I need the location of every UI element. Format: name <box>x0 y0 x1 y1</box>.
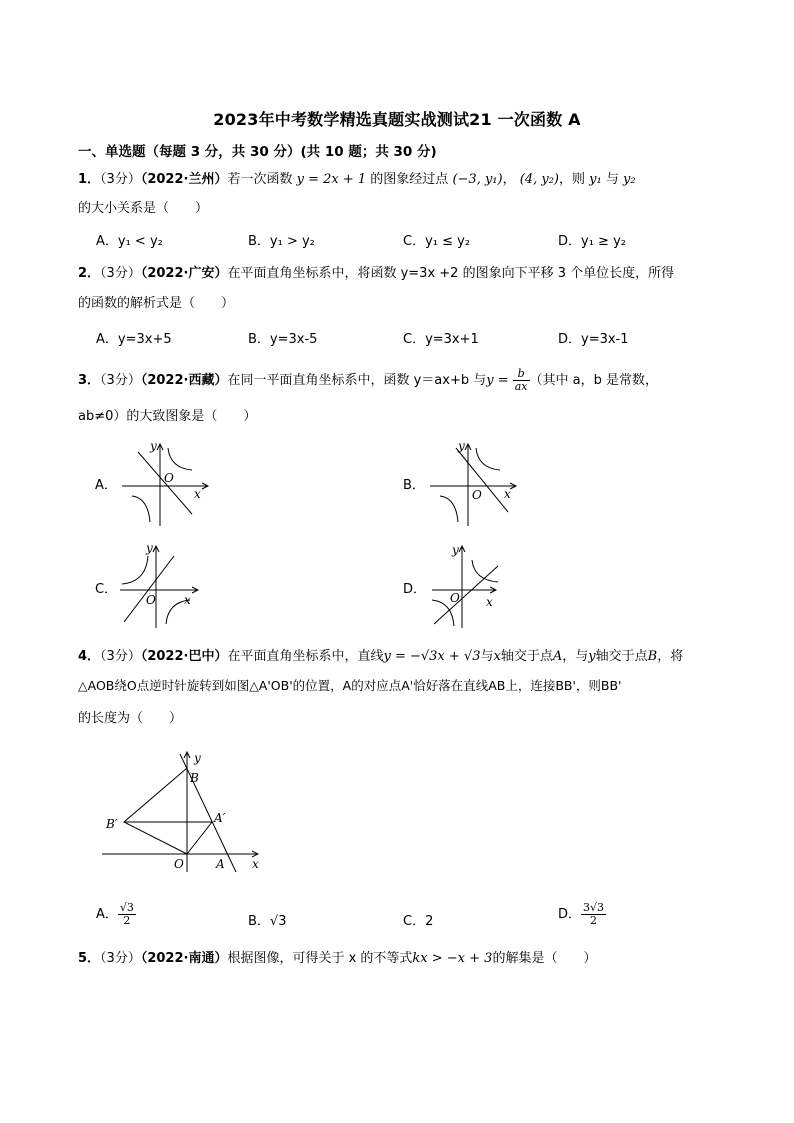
point-1: (−3, y₁) <box>452 172 503 187</box>
question-text: 的图象经过点 <box>370 172 449 187</box>
formula: y = −√3x + √3 <box>383 649 481 664</box>
question-2-line-2: 的函数的解析式是（ ） <box>78 296 235 311</box>
question-text: ，将 <box>657 649 684 664</box>
variable-y: y <box>588 649 596 664</box>
question-text: 若一次函数 <box>227 172 293 187</box>
axis-x-label: x <box>504 487 511 501</box>
graph-option-c[interactable] <box>118 540 208 630</box>
question-text: 与 <box>605 172 619 187</box>
question-text: （其中 a，b 是常数， <box>529 373 658 388</box>
option-c[interactable]: C．y₁ ≤ y₂ <box>403 234 471 249</box>
question-number: 2． <box>78 266 101 281</box>
hyperbola-branch <box>122 556 148 584</box>
option-b[interactable]: B． <box>403 478 425 493</box>
option-label: A． <box>96 907 118 922</box>
page-title: 2023年中考数学精选真题实战测试21 一次函数 A <box>213 110 581 129</box>
label-y: y <box>194 751 201 765</box>
fraction-lhs: y = <box>486 373 509 388</box>
option-a[interactable]: A． <box>95 478 117 493</box>
graph-option-d[interactable] <box>428 540 518 630</box>
point-a: A <box>552 649 563 664</box>
formula: y = 2x + 1 <box>296 172 367 187</box>
axis-y-label: y <box>150 439 157 453</box>
option-d[interactable] <box>558 902 606 927</box>
origin-label: O <box>472 488 482 502</box>
variable-x: x <box>493 649 501 664</box>
question-text: 在平面直角坐标系中，直线 <box>227 649 384 664</box>
question-text: 根据图像，可得关于 x 的不等式 <box>227 951 413 966</box>
question-source: （2022·巴中） <box>140 649 228 664</box>
fraction-numerator: 3√3 <box>583 901 605 914</box>
question-number: 3． <box>78 373 101 388</box>
option-d[interactable]: D．y=3x-1 <box>558 332 629 347</box>
point-b: B <box>647 649 658 664</box>
graph-option-a[interactable] <box>120 438 210 528</box>
triangle-bpo <box>124 768 187 854</box>
axis-x-label: x <box>184 593 191 607</box>
label-o: O <box>174 857 184 871</box>
rotation-figure <box>98 748 268 876</box>
fraction-denominator: 2 <box>123 914 131 927</box>
question-text: ，与 <box>562 649 589 664</box>
option-a[interactable] <box>96 902 136 927</box>
question-text: 轴交于点 <box>595 649 648 664</box>
option-b[interactable]: B．y=3x-5 <box>248 332 318 347</box>
option-value: 2 <box>425 914 434 929</box>
question-number: 1． <box>78 172 101 187</box>
fraction <box>118 902 136 927</box>
option-a[interactable]: A．y=3x+5 <box>96 332 172 347</box>
option-a[interactable]: A．y₁ < y₂ <box>96 234 163 249</box>
option-b[interactable]: B．y₁ > y₂ <box>248 234 315 249</box>
fraction-denominator: 2 <box>590 914 598 927</box>
formula: kx > −x + 3 <box>412 951 493 966</box>
question-2-line-1 <box>78 262 674 281</box>
variable-y2: y₂ <box>623 172 636 187</box>
hyperbola-branch <box>132 496 150 522</box>
option-d[interactable]: D． <box>403 582 427 597</box>
axis-x-label: x <box>486 595 493 609</box>
question-score: （3分） <box>100 172 141 187</box>
option-value: √3 <box>269 914 287 929</box>
option-label: D． <box>558 907 582 922</box>
question-text: 与 <box>480 649 494 664</box>
question-number: 4． <box>78 649 101 664</box>
question-number: 5． <box>78 951 101 966</box>
question-source: （2022·西藏） <box>140 373 228 388</box>
question-score: （3分） <box>100 951 141 966</box>
question-5-line-1 <box>78 947 596 966</box>
hyperbola-branch <box>476 448 500 470</box>
question-score: （3分） <box>100 373 141 388</box>
question-4-line-2: △AOB绕O点逆时针旋转到如图△A'OB'的位置，A的对应点A'恰好落在直线AB上，连接BB'，则BB' <box>78 678 622 693</box>
fraction <box>513 368 530 393</box>
axis-y-label: y <box>458 439 465 453</box>
option-d[interactable]: D．y₁ ≥ y₂ <box>558 234 626 249</box>
fraction-denominator: ax <box>514 380 528 393</box>
fraction-numerator: √3 <box>119 901 134 914</box>
hyperbola-branch <box>168 448 192 470</box>
axis-y-label: y <box>452 543 459 557</box>
line-graph <box>456 448 508 512</box>
separator: ， <box>502 172 516 187</box>
line-graph <box>124 556 174 622</box>
question-text: 轴交于点 <box>500 649 553 664</box>
question-4-line-1 <box>78 645 683 664</box>
label-a: A <box>216 857 225 871</box>
question-score: （3分） <box>100 649 141 664</box>
question-source: （2022·兰州） <box>140 172 228 187</box>
question-3-line-2: ab≠0）的大致图象是（ ） <box>78 409 257 424</box>
question-1-line-1 <box>78 168 636 187</box>
question-text: 在同一平面直角坐标系中，函数 y＝ax+b 与 <box>227 373 487 388</box>
label-x: x <box>252 857 259 871</box>
option-c[interactable] <box>403 910 433 929</box>
graph-option-b[interactable] <box>428 438 518 528</box>
label-a-prime: A′ <box>214 811 226 825</box>
label-b: B <box>190 771 199 785</box>
hyperbola-branch <box>472 560 498 582</box>
question-source: （2022·南通） <box>140 951 228 966</box>
fraction-numerator: b <box>513 368 530 381</box>
option-b[interactable] <box>248 910 286 929</box>
segment-oap <box>187 822 212 854</box>
question-3-line-1 <box>78 368 658 393</box>
section-heading: 一、单选题（每题 3 分，共 30 分）(共 10 题；共 30 分) <box>78 144 437 160</box>
question-text: 在平面直角坐标系中，将函数 y=3x +2 的图象向下平移 3 个单位长度，所得 <box>227 266 675 281</box>
question-text: ，则 <box>559 172 586 187</box>
variable-y1: y₁ <box>589 172 602 187</box>
question-text: 的解集是（ ） <box>492 951 597 966</box>
option-c[interactable]: C． <box>95 582 118 597</box>
axis-y-label: y <box>146 541 153 555</box>
origin-label: O <box>146 593 156 607</box>
origin-label: O <box>450 591 460 605</box>
fraction <box>581 902 606 927</box>
point-2: (4, y₂) <box>519 172 559 187</box>
question-4-line-3: 的长度为（ ） <box>78 711 183 726</box>
option-label: C． <box>403 914 426 929</box>
question-1-line-2: 的大小关系是（ ） <box>78 201 209 216</box>
option-c[interactable]: C．y=3x+1 <box>403 332 479 347</box>
axis-x-label: x <box>194 487 201 501</box>
question-source: （2022·广安） <box>140 266 228 281</box>
origin-label: O <box>164 471 174 485</box>
option-label: B． <box>248 914 270 929</box>
hyperbola-branch <box>440 496 458 522</box>
question-score: （3分） <box>100 266 141 281</box>
label-b-prime: B′ <box>106 817 118 831</box>
